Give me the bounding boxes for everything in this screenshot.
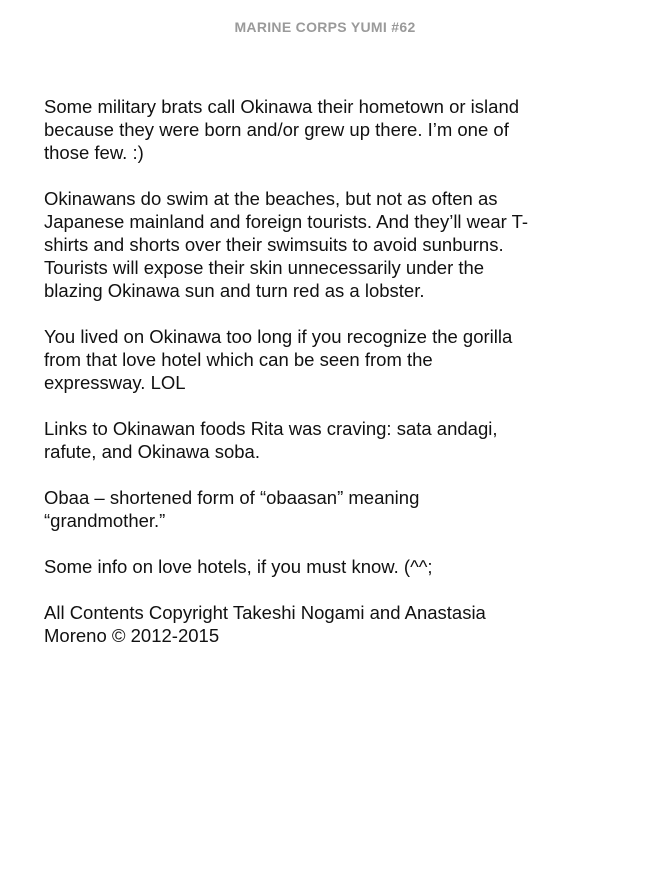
text-line: those few. :)	[44, 142, 144, 163]
copyright-notice	[44, 601, 614, 647]
text-line: from that love hotel which can be seen from the	[44, 349, 433, 370]
paragraph-military-brats	[44, 95, 614, 164]
page-title: MARINE CORPS YUMI #62	[234, 19, 416, 35]
text-line: expressway. LOL	[44, 372, 186, 393]
text-line: Obaa – shortened form of “obaasan” meaning	[44, 487, 420, 508]
text-line: You lived on Okinawa too long if you recognize the gorilla	[44, 326, 513, 347]
text-line: Some info on love hotels, if you must know. (^^;	[44, 556, 433, 577]
text-line: “grandmother.”	[44, 510, 166, 531]
text-line: Okinawans do swim at the beaches, but not as often as	[44, 188, 498, 209]
paragraph-love-hotels	[44, 555, 614, 578]
text-line: Tourists will expose their skin unnecessarily under the	[44, 257, 485, 278]
paragraph-gorilla	[44, 325, 614, 394]
text-line: shirts and shorts over their swimsuits to avoid sunburns.	[44, 234, 504, 255]
text-line: Some military brats call Okinawa their hometown or island	[44, 96, 520, 117]
paragraph-foods	[44, 417, 614, 463]
document-body	[44, 95, 614, 670]
text-line: All Contents Copyright Takeshi Nogami and Anastasia	[44, 602, 486, 623]
text-line: Moreno © 2012-2015	[44, 625, 220, 646]
paragraph-obaa	[44, 486, 614, 532]
paragraph-beaches	[44, 187, 614, 302]
text-line: because they were born and/or grew up there. I’m one of	[44, 119, 509, 140]
text-line: blazing Okinawa sun and turn red as a lobster.	[44, 280, 425, 301]
text-line: Links to Okinawan foods Rita was craving: sata andagi,	[44, 418, 498, 439]
text-line: Japanese mainland and foreign tourists. And they’ll wear T-	[44, 211, 529, 232]
text-line: rafute, and Okinawa soba.	[44, 441, 260, 462]
